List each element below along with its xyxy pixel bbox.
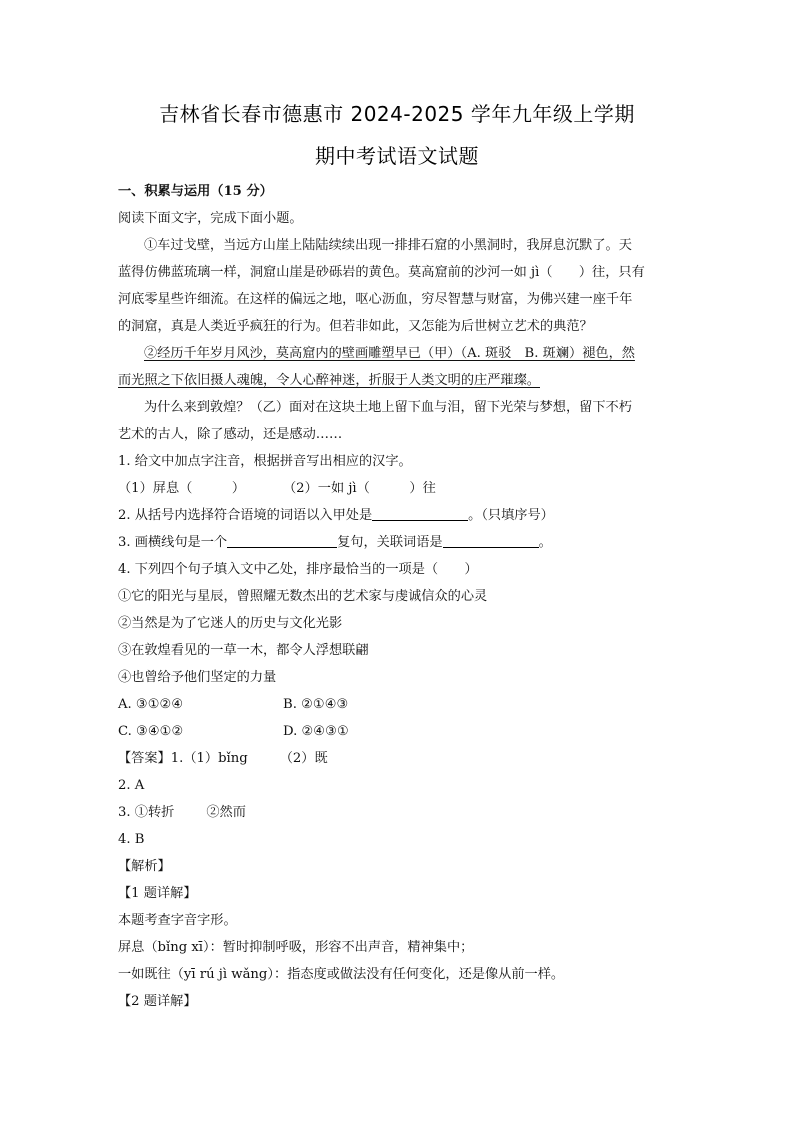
question-4: 4. 下列四个句子填入文中乙处，排序最恰当的一项是（ ） — [118, 562, 478, 577]
answer-3-a: 3. ①转折 — [118, 805, 175, 820]
answer-2: 2. A — [118, 778, 145, 793]
option-d: D. ②④③① — [283, 724, 349, 739]
question-4-options-row — [118, 691, 678, 718]
section-heading: 一、积累与运用（15 分） — [118, 184, 273, 199]
question-1-part-a: （1）屏息（ ） — [118, 481, 246, 496]
answer-1-b: （2）既 — [279, 751, 328, 766]
detail-1-tag: 【1 题详解】 — [118, 886, 197, 901]
passage-line-underlined — [118, 340, 678, 367]
analysis-tag: 【解析】 — [118, 859, 171, 874]
question-2-text: 2. 从括号内选择符合语境的词语以入甲处是 — [118, 508, 373, 523]
answer-tag: 【答案】 — [118, 751, 171, 766]
detail-2-tag: 【2 题详解】 — [118, 994, 197, 1009]
page-subtitle: 期中考试语文试题 — [315, 144, 479, 168]
answer-3-b: ②然而 — [206, 805, 246, 820]
question-1-part-b: （2）一如 jì（ ）往 — [283, 481, 436, 496]
passage-line: 为什么来到敦煌？（乙）面对在这块土地上留下血与泪，留下光荣与梦想，留下不朽 — [144, 400, 632, 415]
question-3 — [118, 529, 678, 556]
option-c: C. ③④①② — [118, 724, 184, 739]
answer-blank[interactable] — [443, 532, 539, 548]
question-4-item: ②当然是为了它迷人的历史与文化光影 — [118, 616, 343, 631]
answer-4: 4. B — [118, 832, 145, 847]
answer-blank[interactable] — [372, 505, 468, 521]
answer-line-1 — [118, 745, 678, 772]
answer-1-a: 1.（1）bǐng — [170, 751, 248, 766]
question-3-mid: 复句，关联词语是 — [337, 535, 443, 550]
question-2 — [118, 502, 678, 529]
underlined-sentence: ②经历千年岁月风沙，莫高窟内的壁画雕塑早已（甲）（A. 斑驳 B. 斑斓）褪色，然 — [144, 346, 635, 361]
option-b: B. ②①④③ — [283, 697, 349, 712]
passage-line: 的洞窟，真是人类近乎疯狂的行为。但若非如此，又怎能为后世树立艺术的典范？ — [118, 319, 593, 334]
question-3-tail: 。 — [538, 535, 552, 550]
passage-line: 蓝得仿佛蓝琉璃一样，洞窟山崖是砂砾岩的黄色。莫高窟前的沙河一如 jì（ ）往，只有 — [118, 265, 645, 280]
page-title: 吉林省长春市德惠市 2024-2025 学年九年级上学期 — [159, 102, 635, 126]
question-4-options-row — [118, 718, 678, 745]
passage-line: 河底零星些许细流。在这样的偏远之地，呕心沥血，穷尽智慧与财富，为佛兴建一座千年 — [118, 292, 633, 307]
instruction-text: 阅读下面文字，完成下面小题。 — [118, 211, 303, 226]
question-4-item: ③在敦煌看见的一草一木，都令人浮想联翩 — [118, 643, 369, 658]
question-4-item: ④也曾给予他们坚定的力量 — [118, 670, 277, 685]
underlined-sentence: 而光照之下依旧摄人魂魄，令人心醉神迷，折服于人类文明的庄严璀璨。 — [118, 373, 540, 388]
exam-content — [118, 178, 678, 1015]
answer-3 — [118, 799, 678, 826]
question-1-parts — [118, 475, 678, 502]
detail-1-definition: 一如既往（yī rú jì wǎng）：指态度或做法没有任何变化，还是像从前一样。 — [118, 967, 565, 982]
question-4-item: ①它的阳光与星辰，曾照耀无数杰出的艺术家与虔诚信众的心灵 — [118, 589, 488, 604]
question-2-tail: 。（只填序号） — [468, 508, 554, 523]
passage-line-underlined — [118, 367, 678, 394]
question-3-text: 3. 画横线句是一个 — [118, 535, 228, 550]
detail-1-definition: 屏息（bǐng xī）：暂时抑制呼吸，形容不出声音，精神集中； — [118, 940, 474, 955]
passage-line: 艺术的古人，除了感动，还是感动…… — [118, 427, 343, 442]
answer-blank[interactable] — [227, 532, 337, 548]
passage-line: ①车过戈壁，当远方山崖上陆陆续续出现一排排石窟的小黑洞时，我屏息沉默了。天 — [144, 238, 632, 253]
detail-1-line: 本题考查字音字形。 — [118, 913, 237, 928]
question-1: 1. 给文中加点字注音，根据拼音写出相应的汉字。 — [118, 454, 412, 469]
option-a: A. ③①②④ — [118, 697, 184, 712]
